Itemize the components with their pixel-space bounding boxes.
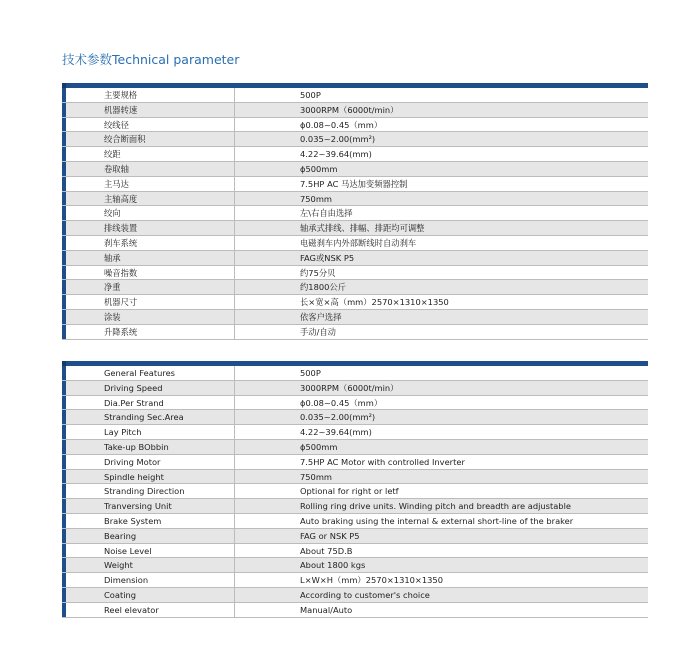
column-divider [234,573,235,587]
parameter-value: 3000RPM（6000t/min） [300,104,399,115]
parameter-value: 7.5HP AC Motor with controlled Inverter [300,456,465,467]
parameter-value: About 75D.B [300,545,353,556]
table-row [62,499,648,514]
parameter-name: 主要规格 [104,90,138,100]
parameter-name: 卷取轴 [104,163,129,174]
column-divider [234,499,235,513]
table-row [62,455,648,470]
parameter-value: 500P [300,90,321,100]
table-rows [62,366,648,618]
parameter-value: 750mm [300,193,333,204]
parameter-value: 3000RPM（6000t/min） [300,382,399,393]
table-row [62,529,648,544]
parameter-name: 刹车系统 [104,237,138,248]
parameter-name: 排线装置 [104,223,138,234]
spec-table-chinese [62,83,648,341]
parameter-name: 主轴高度 [104,193,138,204]
column-divider [234,162,235,176]
parameter-value: 7.5HP AC 马达加变频器控制 [300,178,408,189]
row-accent [62,192,66,206]
table-row [62,470,648,485]
column-divider [234,236,235,250]
parameter-name: 机器尺寸 [104,297,138,308]
column-divider [234,588,235,602]
parameter-value: 0.035~2.00(mm²) [300,412,376,423]
table-row [62,514,648,529]
parameter-name: 绞向 [104,208,121,219]
parameter-name: Dimension [104,575,149,586]
table-row [62,206,648,221]
parameter-value: 长×宽×高（mm）2570×1310×1350 [300,297,449,308]
column-divider [234,177,235,191]
table-row [62,558,648,573]
parameter-value: Auto braking using the internal & external short-line of the braker [300,515,574,526]
column-divider [234,251,235,265]
table-row [62,118,648,133]
parameter-value: Optional for right or letf [300,486,399,497]
parameter-value: 500P [300,368,321,378]
parameter-name: Spindle height [104,471,164,482]
parameter-value: FAG or NSK P5 [300,530,360,541]
table-row [62,588,648,603]
row-accent [62,177,66,191]
parameter-name: 主马达 [104,178,129,189]
parameter-name: Lay Pitch [104,427,142,438]
row-accent [62,499,66,513]
row-accent [62,410,66,424]
parameter-value: L×W×H（mm）2570×1310×1350 [300,575,443,586]
table-row [62,366,648,381]
row-accent [62,206,66,220]
column-divider [234,103,235,117]
parameter-name: Dia.Per Strand [104,397,164,408]
parameter-value: 左\右自由选择 [300,208,353,219]
row-accent [62,103,66,117]
row-accent [62,588,66,602]
column-divider [234,529,235,543]
column-divider [234,280,235,294]
parameter-name: 涂装 [104,311,121,322]
table-row [62,162,648,177]
column-divider [234,132,235,146]
table-row [62,310,648,325]
row-accent [62,558,66,572]
row-accent [62,603,66,617]
parameter-name: Noise Level [104,545,152,556]
row-accent [62,425,66,439]
row-accent [62,251,66,265]
parameter-name: Driving Motor [104,456,161,467]
parameter-name: Brake System [104,515,162,526]
parameter-value: 手动/自动 [300,326,336,337]
table-row [62,221,648,236]
parameter-value: 0.035~2.00(mm²) [300,134,376,145]
parameter-value: About 1800 kgs [300,560,366,571]
row-accent [62,366,66,380]
parameter-value: 轴承式排线、排幅、排距均可调整 [300,223,425,234]
column-divider [234,88,235,102]
parameter-name: Weight [104,560,133,571]
table-row [62,484,648,499]
column-divider [234,410,235,424]
row-accent [62,455,66,469]
table-row [62,88,648,103]
table-row [62,573,648,588]
column-divider [234,425,235,439]
table-row [62,325,648,340]
parameter-name: Reel elevator [104,604,159,615]
parameter-name: 绞线径 [104,119,129,130]
row-accent [62,381,66,395]
row-accent [62,396,66,410]
parameter-name: Stranding Sec.Area [104,412,184,423]
column-divider [234,544,235,558]
row-accent [62,529,66,543]
table-row [62,544,648,559]
parameter-name: Coating [104,589,137,600]
parameter-name: Tranversing Unit [104,501,172,512]
parameter-name: 绞距 [104,149,121,160]
column-divider [234,366,235,380]
row-accent [62,236,66,250]
row-accent [62,118,66,132]
parameter-value: ϕ500mm [300,163,338,174]
column-divider [234,266,235,280]
column-divider [234,484,235,498]
row-accent [62,88,66,102]
row-accent [62,147,66,161]
parameter-name: 升降系统 [104,326,138,337]
table-row [62,396,648,411]
parameter-value: ϕ500mm [300,441,338,452]
row-accent [62,470,66,484]
parameter-name: 绞合断面积 [104,134,146,145]
column-divider [234,325,235,339]
row-accent [62,266,66,280]
column-divider [234,440,235,454]
row-accent [62,325,66,339]
table-row [62,103,648,118]
column-divider [234,396,235,410]
parameter-value: 约1800公斤 [300,282,347,293]
table-row [62,251,648,266]
parameter-value: 约75分贝 [300,267,336,278]
column-divider [234,558,235,572]
column-divider [234,603,235,617]
column-divider [234,221,235,235]
parameter-name: Stranding Direction [104,486,185,497]
table-row [62,381,648,396]
parameter-value: 4.22~39.64(mm) [300,149,372,160]
table-row [62,266,648,281]
parameter-value: FAG或NSK P5 [300,252,355,263]
parameter-name: Driving Speed [104,382,163,393]
column-divider [234,455,235,469]
parameter-value: Manual/Auto [300,604,353,615]
parameter-value: 电磁刹车内外部断线时自动刹车 [300,237,417,248]
table-row [62,132,648,147]
column-divider [234,147,235,161]
page-title: 技术参数Technical parameter [62,52,240,67]
table-row [62,425,648,440]
parameter-name: 噪音指数 [104,267,138,278]
row-accent [62,310,66,324]
row-accent [62,132,66,146]
row-accent [62,440,66,454]
row-accent [62,295,66,309]
table-row [62,192,648,207]
parameter-value: Rolling ring drive units. Winding pitch and breadth are adjustable [300,501,571,512]
table-row [62,410,648,425]
row-accent [62,162,66,176]
column-divider [234,295,235,309]
parameter-value: 依客户选择 [300,311,342,322]
column-divider [234,514,235,528]
table-row [62,603,648,618]
table-rows [62,88,648,340]
parameter-name: 轴承 [104,252,121,263]
parameter-name: General Features [104,368,176,378]
row-accent [62,221,66,235]
spec-table-english [62,361,648,623]
parameter-name: 机器转速 [104,104,138,115]
row-accent [62,484,66,498]
row-accent [62,514,66,528]
parameter-name: 净重 [104,282,121,293]
parameter-value: ϕ0.08~0.45（mm） [300,397,383,408]
column-divider [234,192,235,206]
parameter-name: Take-up BObbin [104,441,169,452]
parameter-name: Bearing [104,530,137,541]
table-row [62,440,648,455]
table-row [62,147,648,162]
table-row [62,280,648,295]
row-accent [62,573,66,587]
row-accent [62,280,66,294]
table-row [62,177,648,192]
row-accent [62,544,66,558]
column-divider [234,206,235,220]
parameter-value: ϕ0.08~0.45（mm） [300,119,383,130]
column-divider [234,381,235,395]
column-divider [234,470,235,484]
parameter-value: 750mm [300,471,333,482]
column-divider [234,118,235,132]
column-divider [234,310,235,324]
table-row [62,295,648,310]
parameter-value: According to customer's choice [300,589,430,600]
table-row [62,236,648,251]
parameter-value: 4.22~39.64(mm) [300,427,372,438]
